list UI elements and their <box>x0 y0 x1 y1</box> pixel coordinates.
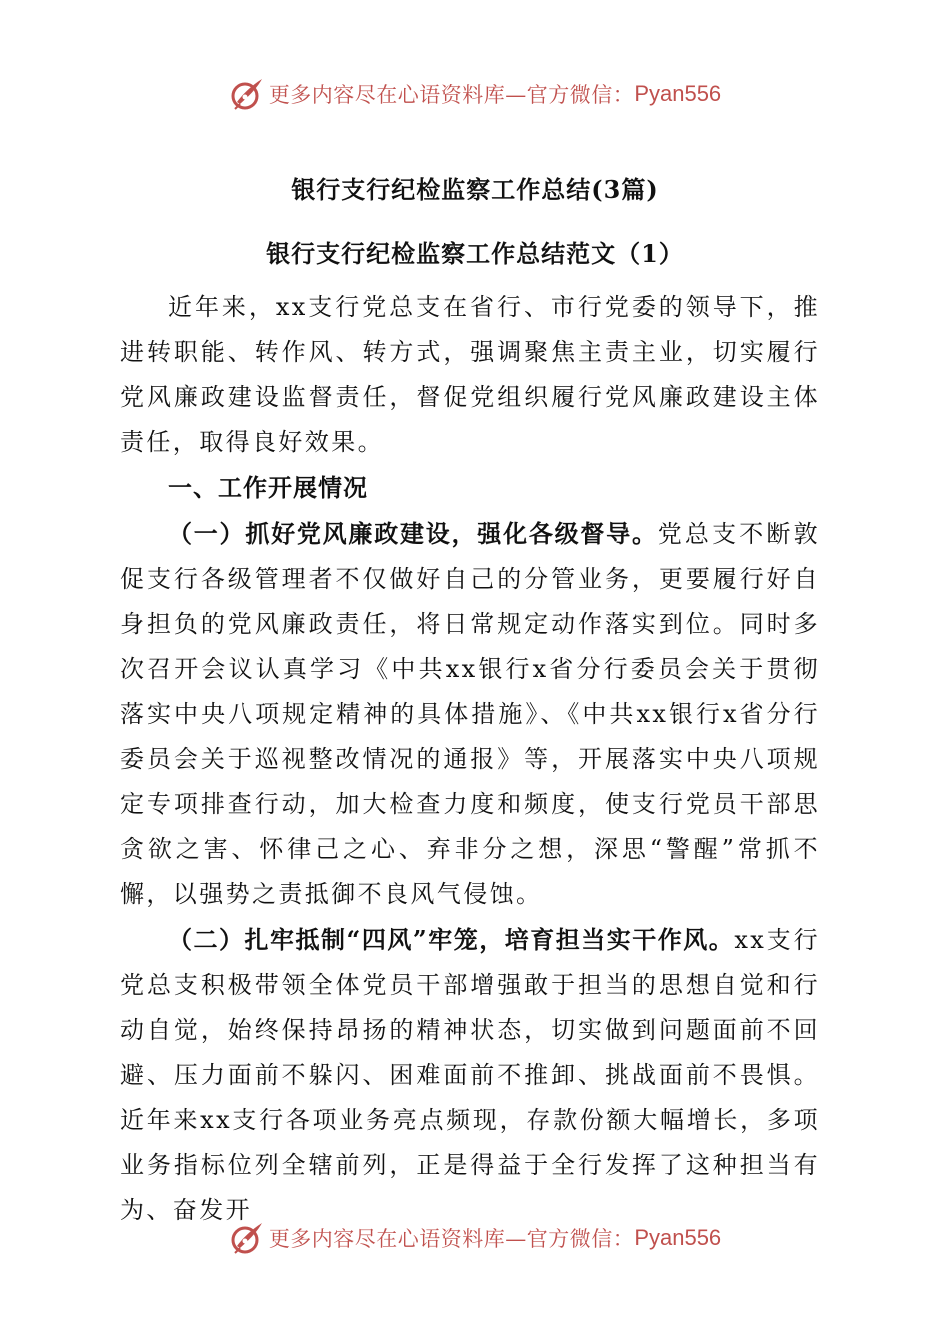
watermark-text: 更多内容尽在心语资料库—官方微信： <box>268 83 635 107</box>
item-2-body: xx支行党总支积极带领全体党员干部增强敢于担当的思想自觉和行动自觉，始终保持昂扬的精神状态，切实做到问题面前不回避、压力面前不躲闪、困难面前不推卸、挑战面前不畏惧。近年来xx支行各项业务亮点频现，存款份额大幅增长，多项业务指标位列全辖前列，正是得益于全行发挥了这种担当有为、奋发开 <box>120 926 821 1224</box>
section-heading-text: 一、工作开展情况 <box>168 473 368 502</box>
intro-paragraph: 近年来，xx支行党总支在省行、市行党委的领导下，推进转职能、转作风、转方式，强调聚焦主责主业，切实履行党风廉政建设监督责任，督促党组织履行党风廉政建设主体责任，取得良好效果。 <box>120 293 820 456</box>
watermark-banner-top <box>0 72 950 116</box>
item-1-heading: （一）抓好党风廉政建设，强化各级督导。 <box>168 519 658 548</box>
watermark-text: 更多内容尽在心语资料库—官方微信： <box>268 1227 635 1251</box>
item-1-paragraph <box>120 511 820 917</box>
section-heading <box>120 465 820 511</box>
quill-seal-icon <box>229 76 265 112</box>
watermark-code: Pyan556 <box>634 81 722 106</box>
document-title: 银行支行纪检监察工作总结(3篇) <box>291 175 659 204</box>
item-1-body: 党总支不断敦促支行各级管理者不仅做好自己的分管业务，更要履行好自身担负的党风廉政责任，将日常规定动作落实到位。同时多次召开会议认真学习《中共xx银行x省分行委员会关于贯彻落实中央八项规定精神的具体措施》、《中共xx银行x省分行委员会关于巡视整改情况的通报》等，开展落实中央八项规定专项排查行动，加大检查力度和频度，使支行党员干部思贪欲之害、怀律己之心、弃非分之想，深思“警醒”常抓不懈，以强势之责抵御不良风气侵蚀。 <box>120 520 820 908</box>
watermark-code: Pyan556 <box>634 1225 722 1250</box>
item-2-heading: （二）扎牢抵制“四风”牢笼，培育担当实干作风。 <box>168 925 735 954</box>
document-body <box>120 285 820 1233</box>
quill-seal-icon <box>229 1220 265 1256</box>
document-subtitle: 银行支行纪检监察工作总结范文（1） <box>266 239 684 268</box>
watermark-banner-bottom <box>0 1216 950 1260</box>
item-2-paragraph <box>120 917 820 1233</box>
